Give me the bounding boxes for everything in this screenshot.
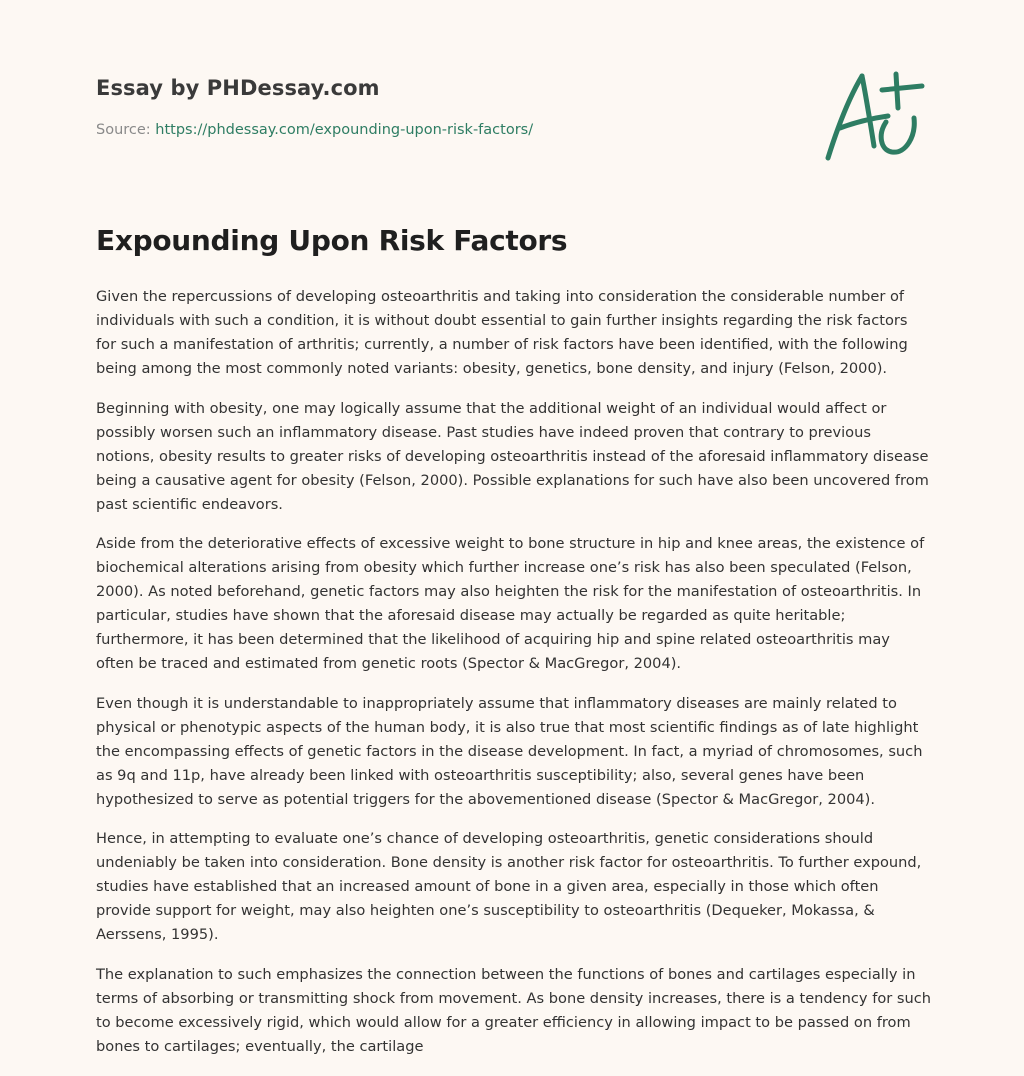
source-line [96,122,796,138]
a-plus-grade-icon [818,66,930,166]
source-link[interactable]: https://phdessay.com/expounding-upon-risk-factors/ [155,122,534,138]
essay-body [96,285,932,1074]
essay-paragraph: Given the repercussions of developing osteoarthritis and taking into consideration the considerable number of individuals with such a condition, it is without doubt essential to gain further insights regarding the risk factors for such a manifestation of arthritis; currently, a number of risk factors have been identified, with the following being among the most commonly noted variants: obesity, genetics, bone density, and injury (Felson, 2000). [96,288,908,377]
essay-paragraph: Beginning with obesity, one may logically assume that the additional weight of an individual would affect or possibly worsen such an inflammatory disease. Past studies have indeed proven that contrary to previous notions, obesity results to greater risks of developing osteoarthritis instead of the aforesaid inflammatory disease being a causative agent for obesity (Felson, 2000). Possible explanations for such have also been uncovered from past scientific endeavors. [96,399,929,513]
essay-paragraph: The explanation to such emphasizes the connection between the functions of bones and cartilages especially in terms of absorbing or transmitting shock from movement. As bone density increases, there is a tendency for such to become excessively rigid, which would allow for a greater efficiency in allowing impact to be passed on from bones to cartilages; eventually, the cartilage [96,965,932,1055]
essay-title: Expounding Upon Risk Factors [96,224,568,257]
essay-paragraph: Aside from the deteriorative effects of excessive weight to bone structure in hip and knee areas, the existence of biochemical alterations arising from obesity which further increase one’s risk has also been speculated (Felson, 2000). As noted beforehand, genetic factors may also heighten the risk for the manifestation of osteoarthritis. In particular, studies have shown that the aforesaid disease may actually be regarded as quite heritable; furthermore, it has been determined that the likelihood of acquiring hip and spine related osteoarthritis may often be traced and estimated from genetic roots (Spector & MacGregor, 2004). [96,535,925,672]
essay-paragraph: Hence, in attempting to evaluate one’s chance of developing osteoarthritis, genetic considerations should undeniably be taken into consideration. Bone density is another risk factor for osteoarthritis. To further expound, studies have established that an increased amount of bone in a given area, especially in those which often provide support for weight, may also heighten one’s susceptibility to osteoarthritis (Dequeker, Mokassa, & Aerssens, 1995). [96,830,922,943]
site-title: Essay by PHDessay.com [96,76,380,100]
essay-paragraph: Even though it is understandable to inappropriately assume that inflammatory diseases are mainly related to physical or phenotypic aspects of the human body, it is also true that most scientific findings as of late highlight the encompassing effects of genetic factors in the disease development. In fact, a myriad of chromosomes, such as 9q and 11p, have already been linked with osteoarthritis susceptibility; also, several genes have been hypothesized to serve as potential triggers for the abovementioned disease (Spector & MacGregor, 2004). [96,694,923,808]
essay-header [96,76,796,138]
source-label: Source: [96,122,156,138]
